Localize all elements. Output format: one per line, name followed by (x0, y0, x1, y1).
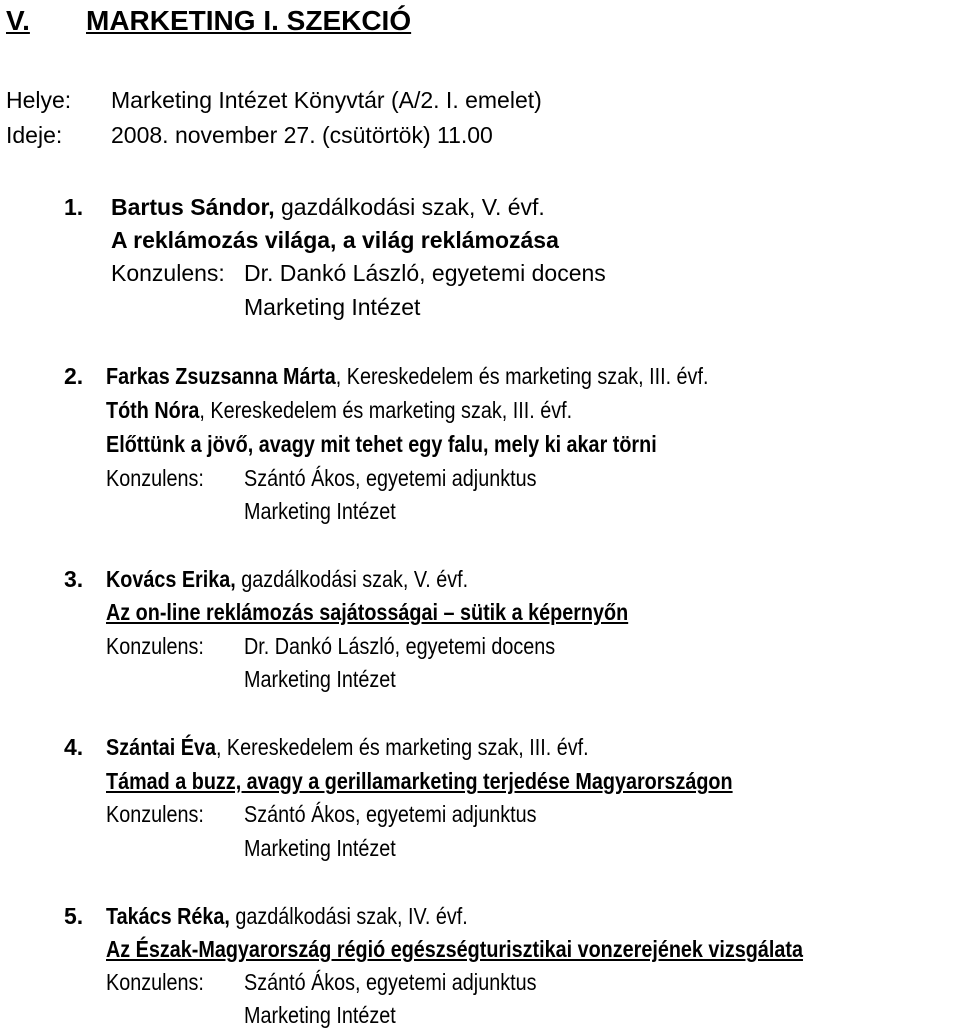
author-details: gazdálkodási szak, IV. évf. (229, 903, 468, 929)
entry-number: 1. (64, 194, 84, 220)
author-name: Szántai Éva (106, 734, 216, 760)
institute: Marketing Intézet (244, 835, 396, 861)
author-details: , Kereskedelem és marketing szak, III. évf. (335, 363, 709, 389)
presentation-title: Az on-line reklámozás sajátosságai – sütik a képernyőn (106, 599, 629, 625)
entry-number: 4. (64, 734, 84, 760)
advisor-label: Konzulens: (111, 260, 225, 286)
advisor-name: Szántó Ákos, egyetemi adjunktus (244, 969, 537, 995)
presentation-title: Támad a buzz, avagy a gerillamarketing terjedése Magyarországon (106, 768, 733, 794)
author-line (106, 902, 468, 930)
institute: Marketing Intézet (244, 666, 396, 692)
entry-number: 5. (64, 903, 84, 929)
section-number: V. (6, 5, 30, 36)
advisor-name: Szántó Ákos, egyetemi adjunktus (244, 801, 537, 827)
time-label: Ideje: (6, 122, 63, 148)
institute: Marketing Intézet (244, 498, 396, 524)
presentation-title: Előttünk a jövő, avagy mit tehet egy falu, mely ki akar törni (106, 431, 657, 457)
author-line (106, 362, 708, 390)
advisor-label: Konzulens: (106, 633, 204, 659)
advisor-label: Konzulens: (106, 465, 204, 491)
advisor-name: Dr. Dankó László, egyetemi docens (244, 633, 556, 659)
presentation-title: A reklámozás világa, a világ reklámozása (111, 227, 559, 253)
advisor-label: Konzulens: (106, 801, 204, 827)
author-name: Kovács Erika, (106, 566, 236, 592)
author-name: Takács Réka, (106, 903, 230, 929)
advisor-label: Konzulens: (106, 969, 204, 995)
advisor-name: Dr. Dankó László, egyetemi docens (244, 260, 606, 286)
entry-number: 3. (64, 566, 84, 592)
author-name: Farkas Zsuzsanna Márta (106, 363, 336, 389)
location-label: Helye: (6, 87, 72, 113)
advisor-name: Szántó Ákos, egyetemi adjunktus (244, 465, 537, 491)
entry-number: 2. (64, 363, 84, 389)
author-line (106, 733, 589, 761)
author-details: , Kereskedelem és marketing szak, III. évf. (199, 397, 573, 423)
institute: Marketing Intézet (244, 294, 421, 320)
section-title: MARKETING I. SZEKCIÓ (86, 5, 412, 36)
author-name: Bartus Sándor, (111, 194, 275, 220)
author-details: gazdálkodási szak, V. évf. (274, 194, 545, 220)
author-name: Tóth Nóra (106, 397, 200, 423)
author-details: gazdálkodási szak, V. évf. (235, 566, 469, 592)
author-line (106, 396, 572, 424)
institute: Marketing Intézet (244, 1002, 396, 1028)
time-value: 2008. november 27. (csütörtök) 11.00 (111, 122, 493, 148)
author-line (111, 193, 545, 221)
location-value: Marketing Intézet Könyvtár (A/2. I. emelet) (111, 87, 542, 113)
author-details: , Kereskedelem és marketing szak, III. évf. (215, 734, 589, 760)
presentation-title: Az Észak-Magyarország régió egészségturisztikai vonzerejének vizsgálata (106, 936, 803, 962)
author-line (106, 565, 468, 593)
